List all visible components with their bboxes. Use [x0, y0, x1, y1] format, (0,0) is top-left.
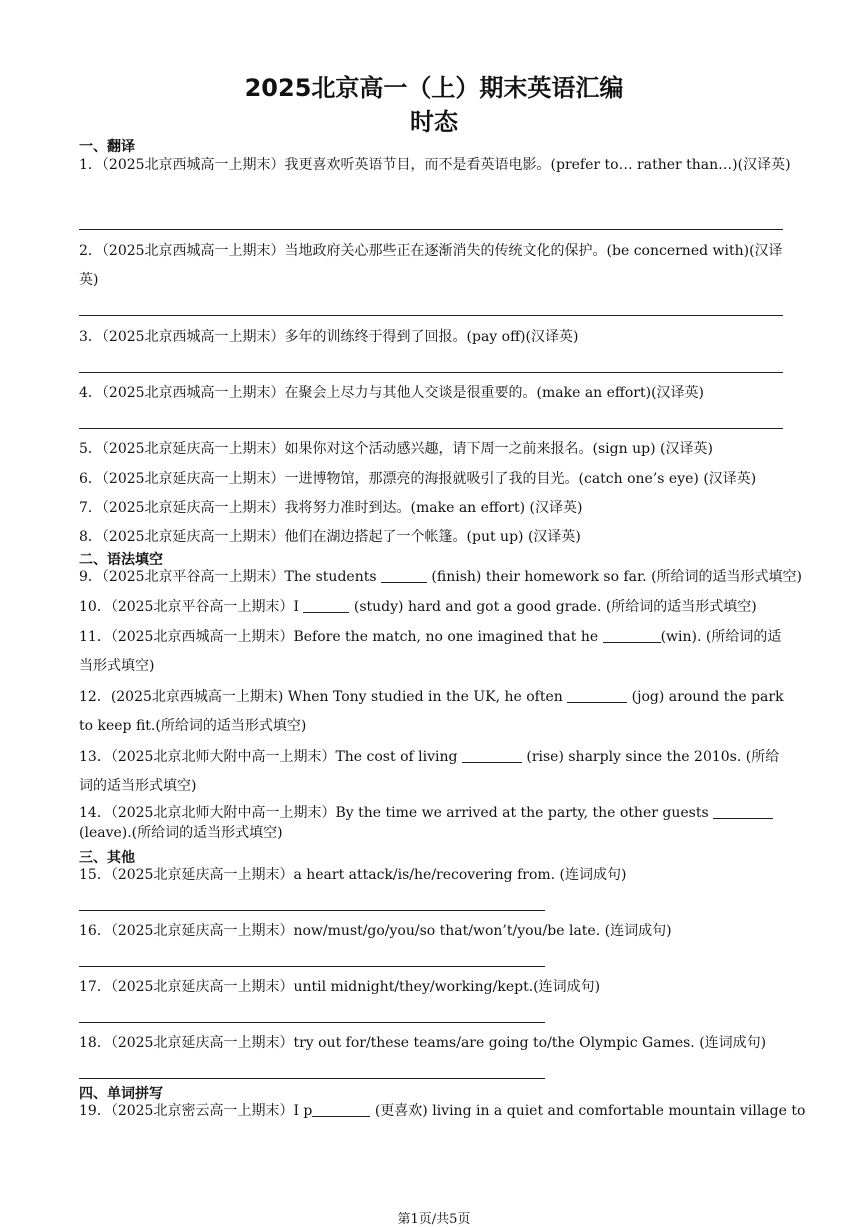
question-11-text-before: 11．（2025北京西城高一上期末）Before the match, no one imagined that he [79, 629, 603, 645]
question-14 [79, 803, 791, 843]
section-heading-grammar-fill: 二、语法填空 [79, 552, 163, 568]
question-2: 2．（2025北京西城高一上期末）当地政府关心那些正在逐渐消失的传统文化的保护。(be concerned with)(汉译英) [79, 243, 783, 288]
answer-line-2[interactable] [79, 315, 783, 316]
answer-line-1[interactable] [79, 229, 783, 230]
answer-line-4[interactable] [79, 428, 783, 429]
question-12-blank[interactable] [567, 688, 627, 703]
question-11-blank[interactable] [603, 628, 661, 643]
question-5: 5．（2025北京延庆高一上期末）如果你对这个活动感兴趣，请下周一之前来报名。(sign up) (汉译英) [79, 441, 713, 457]
question-15: 15．（2025北京延庆高一上期末）a heart attack/is/he/recovering from. (连词成句) [79, 867, 627, 883]
answer-line-18[interactable] [79, 1078, 545, 1079]
question-10-text-after: (study) hard and got a good grade. (所给词的适当形式填空) [349, 599, 757, 615]
document-subtitle: 时态 [410, 108, 458, 136]
question-13-blank[interactable] [462, 748, 522, 763]
question-6: 6．（2025北京延庆高一上期末）一进博物馆，那漂亮的海报就吸引了我的目光。(catch one’s eye) (汉译英) [79, 471, 757, 487]
question-16: 16．（2025北京延庆高一上期末）now/must/go/you/so that/won’t/you/be late. (连词成句) [79, 923, 672, 939]
question-13-text-before: 13．（2025北京北师大附中高一上期末）The cost of living [79, 749, 462, 765]
question-9 [79, 563, 803, 592]
question-19-text-after: (更喜欢) living in a quiet and comfortable mountain village to [370, 1103, 806, 1119]
question-17: 17．（2025北京延庆高一上期末）until midnight/they/working/kept.(连词成句) [79, 979, 601, 995]
page-number: 第1页/共5页 [397, 1212, 471, 1227]
question-11-text-after: (win). (所给词的适当形式填空) [79, 629, 782, 674]
question-10-blank[interactable] [303, 598, 349, 613]
question-18: 18．（2025北京延庆高一上期末）try out for/these teams/are going to/the Olympic Games. (连词成句) [79, 1035, 767, 1051]
question-9-blank[interactable] [381, 568, 427, 583]
question-9-text-before: 9．（2025北京平谷高一上期末）The students [79, 569, 381, 585]
answer-line-3[interactable] [79, 372, 783, 373]
question-7: 7．（2025北京延庆高一上期末）我将努力准时到达。(make an effort) (汉译英) [79, 500, 583, 516]
question-10 [79, 593, 791, 622]
question-13 [79, 743, 791, 801]
question-12-text-before: 12．(2025北京西城高一上期末) When Tony studied in the UK, he often [79, 689, 568, 705]
question-14-text-after: (leave).(所给词的适当形式填空) [79, 825, 283, 841]
question-10-text-before: 10．（2025北京平谷高一上期末）I [79, 599, 304, 615]
question-19-blank[interactable] [312, 1102, 370, 1117]
question-14-blank[interactable] [713, 804, 773, 819]
document-title: 2025北京高一（上）期末英语汇编 [244, 74, 624, 102]
section-heading-translation: 一、翻译 [79, 139, 135, 155]
section-heading-other: 三、其他 [79, 850, 135, 866]
question-19-text-before: 19．（2025北京密云高一上期末）I p [79, 1103, 313, 1119]
answer-line-17[interactable] [79, 1022, 545, 1023]
question-12-text-after: (jog) around the park to keep fit.(所给词的适当形式填空) [79, 689, 784, 734]
question-11 [79, 623, 791, 681]
question-13-text-after: (rise) sharply since the 2010s. (所给词的适当形式填空) [79, 749, 780, 794]
question-14-text-before: 14．（2025北京北师大附中高一上期末）By the time we arrived at the party, the other guests [79, 805, 714, 821]
answer-line-15[interactable] [79, 910, 545, 911]
question-4: 4．（2025北京西城高一上期末）在聚会上尽力与其他人交谈是很重要的。(make an effort)(汉译英) [79, 385, 705, 401]
section-heading-spelling: 四、单词拼写 [79, 1086, 163, 1102]
question-9-text-after: (finish) their homework so far. (所给词的适当形式填空) [426, 569, 803, 585]
question-19 [79, 1097, 806, 1126]
question-1: 1．（2025北京西城高一上期末）我更喜欢听英语节目，而不是看英语电影。(prefer to… rather than…)(汉译英) [79, 157, 791, 173]
question-12 [79, 683, 791, 741]
question-3: 3．（2025北京西城高一上期末）多年的训练终于得到了回报。(pay off)(汉译英) [79, 329, 579, 345]
question-8: 8．（2025北京延庆高一上期末）他们在湖边搭起了一个帐篷。(put up) (汉译英) [79, 529, 581, 545]
answer-line-16[interactable] [79, 966, 545, 967]
